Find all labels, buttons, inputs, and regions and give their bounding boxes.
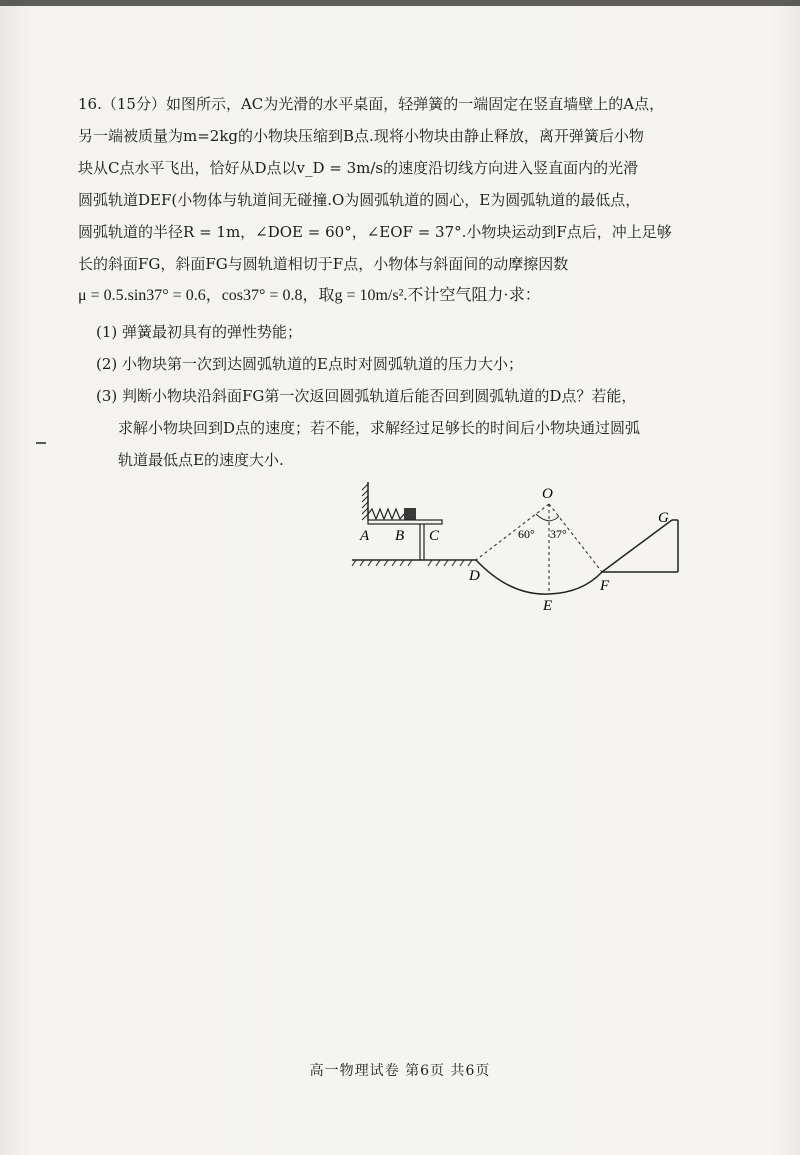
- label-e: E: [543, 598, 553, 614]
- question-line-2: 另一端被质量为m=2kg的小物块压缩到B点.现将小物块由静止释放，离开弹簧后小物: [78, 127, 644, 145]
- ground-hatching: [352, 560, 472, 566]
- question-line-4: 圆弧轨道DEF(小物体与轨道间无碰撞.O为圆弧轨道的圆心，E为圆弧轨道的最低点，: [78, 191, 641, 209]
- question-part-2: (2) 小物块第一次到达圆弧轨道的E点时对圆弧轨道的压力大小；: [96, 355, 523, 373]
- question-part-3: (3) 判断小物块沿斜面FG第一次返回圆弧轨道后能否回到圆弧轨道的D点？若能，: [96, 387, 637, 405]
- label-d: D: [469, 568, 480, 584]
- label-o: O: [542, 486, 553, 502]
- radius-od: [476, 504, 549, 560]
- track-diagram: [350, 476, 690, 616]
- scan-mark: [36, 442, 46, 444]
- question-part-1: (1) 弹簧最初具有的弹性势能；: [96, 323, 303, 341]
- question-line-1: 16.（15分）如图所示，AC为光滑的水平桌面，轻弹簧的一端固定在竖直墙壁上的A点，: [78, 95, 665, 113]
- question-part-3-line-2: 求解小物块回到D点的速度；若不能，求解经过足够长的时间后小物块通过圆弧: [118, 419, 641, 437]
- question-part-3-line-3: 轨道最低点E的速度大小.: [118, 451, 284, 469]
- spring: [368, 509, 404, 519]
- table-top: [368, 520, 442, 524]
- question-line-3: 块从C点水平飞出，恰好从D点以v_D = 3m/s的速度沿切线方向进入竖直面内的光滑: [78, 159, 639, 177]
- question-line-6: 长的斜面FG，斜面FG与圆轨道相切于F点，小物体与斜面间的动摩擦因数: [78, 255, 569, 273]
- scan-edge: [0, 0, 800, 6]
- arc-track: [476, 560, 602, 594]
- label-a: A: [360, 528, 370, 544]
- label-g: G: [658, 510, 669, 526]
- incline-fg: [602, 520, 672, 572]
- angle-arc-eof: [549, 516, 559, 521]
- label-c: C: [429, 528, 440, 544]
- label-f: F: [600, 578, 610, 594]
- block: [404, 508, 416, 520]
- label-angle-doe: 60°: [518, 527, 535, 541]
- question-line-7: μ = 0.5.sin37° = 0.6，cos37° = 0.8，取g = 10m/s².不计空气阻力·求：: [78, 287, 541, 304]
- label-angle-eof: 37°: [550, 527, 567, 541]
- question-line-5: 圆弧轨道的半径R = 1m，∠DOE = 60°，∠EOF = 37°.小物块运动到F点后，冲上足够: [78, 223, 672, 241]
- angle-arc-doe: [536, 514, 549, 521]
- page-footer: 高一物理试卷 第6页 共6页: [309, 1063, 491, 1079]
- wall-hatching: [362, 484, 368, 520]
- label-b: B: [395, 528, 405, 544]
